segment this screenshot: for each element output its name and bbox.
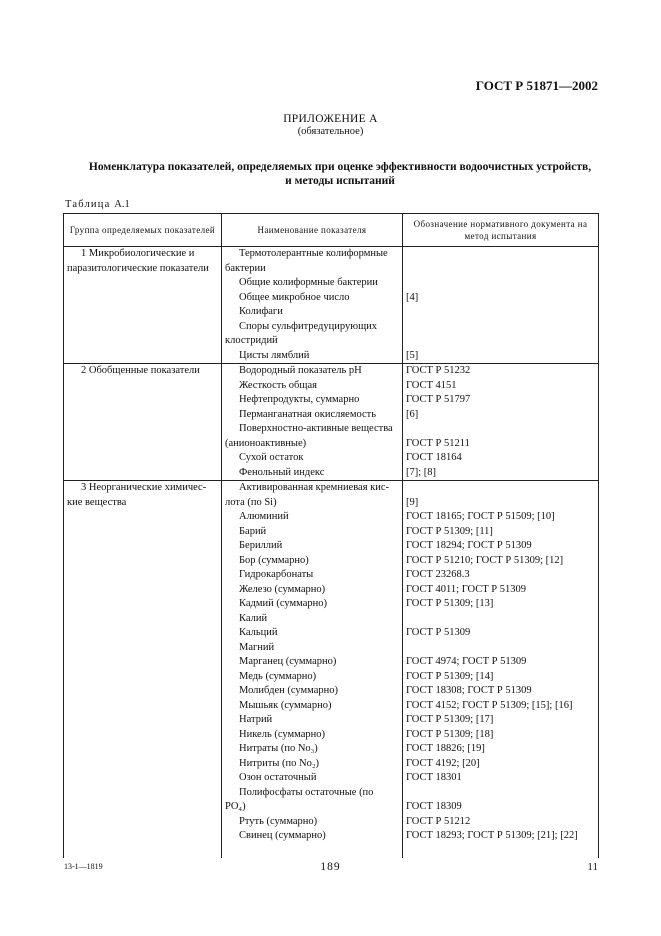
standard-reference bbox=[406, 262, 595, 277]
standard-reference: ГОСТ 18309 bbox=[406, 801, 462, 812]
indicator-name: Общее микробное число bbox=[239, 291, 350, 303]
standard-reference: ГОСТ Р 51309; [18] bbox=[406, 728, 494, 740]
standard-reference: ГОСТ 4151 bbox=[406, 379, 457, 391]
indicator-name: Магний bbox=[239, 641, 275, 653]
heading-line-2: и методы испытаний bbox=[285, 175, 395, 187]
indicators-table bbox=[63, 213, 599, 858]
footer-page-number: 189 bbox=[320, 861, 341, 873]
standard-reference: [4] bbox=[406, 291, 419, 303]
standard-reference: ГОСТ Р 51309 bbox=[406, 627, 471, 638]
indicator-name: Колифаги bbox=[239, 306, 283, 317]
indicator-cell bbox=[222, 247, 403, 364]
document-code: ГОСТ Р 51871—2002 bbox=[475, 78, 598, 93]
indicator-name: Гидрокарбонаты bbox=[239, 569, 314, 580]
section-heading bbox=[60, 160, 620, 188]
blank-line bbox=[406, 844, 595, 859]
standard-reference: ГОСТ Р 51210; ГОСТ Р 51309; [12] bbox=[406, 554, 564, 566]
standard-reference: ГОСТ 18164 bbox=[406, 452, 462, 463]
indicator-name: Термотолерантные колиформные bbox=[239, 248, 388, 259]
standard-reference: ГОСТ Р 51232 bbox=[406, 365, 471, 376]
indicator-name: Споры сульфитредуцирующих bbox=[239, 320, 378, 332]
standard-reference: ГОСТ 18293; ГОСТ Р 51309; [21]; [22] bbox=[406, 830, 578, 841]
table-header-row bbox=[64, 214, 599, 247]
indicator-name: клостридий bbox=[225, 335, 278, 346]
indicator-name: Ртуть (суммарно) bbox=[239, 815, 318, 827]
group-name-line: 1 Микробиологические и bbox=[81, 248, 195, 259]
indicator-name: Общие колиформные бактерии bbox=[239, 277, 378, 288]
indicator-name: Алюминий bbox=[239, 511, 289, 522]
indicator-name: Цисты лямблий bbox=[239, 349, 310, 361]
indicator-name: Бор (суммарно) bbox=[239, 554, 309, 566]
indicator-name: Нитраты (по No₃) bbox=[239, 743, 318, 754]
indicator-name: Молибден (суммарно) bbox=[239, 685, 338, 696]
standard-reference: ГОСТ Р 51309; [14] bbox=[406, 670, 494, 682]
standard-reference bbox=[406, 786, 595, 801]
footer-print-code: 13-1—1819 bbox=[64, 862, 103, 871]
standard-reference bbox=[406, 276, 595, 291]
table-body bbox=[64, 247, 599, 859]
standard-reference: [6] bbox=[406, 408, 419, 420]
indicator-name: Озон остаточный bbox=[239, 772, 317, 783]
indicator-name: Фенольный индекс bbox=[239, 466, 325, 478]
indicator-name: Нитриты (по No₂) bbox=[239, 757, 320, 769]
indicator-name: Мышьяк (суммарно) bbox=[239, 699, 332, 711]
indicator-name: PO₄) bbox=[225, 801, 246, 812]
indicator-name: Кальций bbox=[239, 627, 278, 638]
appendix-note: (обязательное) bbox=[297, 126, 364, 137]
indicator-name: Свинец (суммарно) bbox=[239, 830, 326, 841]
standard-reference: ГОСТ 18165; ГОСТ Р 51509; [10] bbox=[406, 511, 555, 522]
group-name-cell bbox=[64, 364, 222, 481]
indicator-name: Сухой остаток bbox=[239, 452, 304, 463]
indicator-name: Водородный показатель pH bbox=[239, 365, 362, 376]
group-name-cell bbox=[64, 481, 222, 859]
group-name-line: кие вещества bbox=[67, 496, 127, 508]
column-header-indicator: Наименование показателя bbox=[222, 214, 403, 247]
indicator-name: Полифосфаты остаточные (по bbox=[239, 786, 374, 798]
column-header-standard: Обозначение нормативного документа на метод испытания bbox=[403, 214, 599, 247]
table-caption-label: Таблица bbox=[65, 199, 111, 210]
standard-reference bbox=[406, 320, 595, 335]
standard-reference bbox=[406, 481, 595, 496]
indicator-name: Нефтепродукты, суммарно bbox=[239, 394, 360, 405]
indicator-name: Калий bbox=[239, 612, 268, 624]
heading-line-1: Номенклатура показателей, определяемых при оценке эффективности водоочистных устройств, bbox=[88, 161, 592, 173]
standard-reference bbox=[406, 334, 595, 349]
standard-reference: ГОСТ 18301 bbox=[406, 772, 462, 783]
standard-reference: [9] bbox=[406, 496, 419, 508]
standard-reference: ГОСТ Р 51797 bbox=[406, 394, 471, 405]
standard-reference bbox=[406, 422, 595, 437]
table-group-row bbox=[64, 481, 599, 859]
standard-cell bbox=[403, 364, 599, 481]
standard-reference bbox=[406, 305, 595, 320]
standard-reference: ГОСТ Р 51211 bbox=[406, 437, 470, 449]
standard-reference bbox=[406, 612, 595, 627]
table-group-row bbox=[64, 364, 599, 481]
indicator-name: Железо (суммарно) bbox=[239, 583, 326, 595]
indicator-name: Марганец (суммарно) bbox=[239, 656, 337, 667]
indicator-name: бактерии bbox=[225, 262, 266, 274]
indicator-name: Барий bbox=[239, 525, 267, 537]
standard-reference bbox=[406, 247, 595, 262]
indicator-name: Медь (суммарно) bbox=[239, 670, 317, 682]
column-header-group: Группа определяемых показателей bbox=[64, 214, 222, 247]
standard-reference: ГОСТ 23268.3 bbox=[406, 569, 470, 580]
indicator-name: лота (по Si) bbox=[225, 496, 277, 508]
group-name-line: 2 Обобщенные показатели bbox=[81, 365, 200, 376]
group-name-cell bbox=[64, 247, 222, 364]
standard-reference: ГОСТ Р 51212 bbox=[406, 815, 471, 827]
standard-reference: [5] bbox=[406, 349, 419, 361]
indicator-name: Жесткость общая bbox=[239, 379, 317, 391]
standard-reference: ГОСТ Р 51309; [17] bbox=[406, 714, 494, 725]
indicator-name: Перманганатная окисляемость bbox=[239, 408, 377, 420]
standard-reference: ГОСТ 18826; [19] bbox=[406, 743, 485, 754]
group-name-line: 3 Неорганические химичес- bbox=[81, 482, 207, 493]
indicator-name: Поверхностно-активные вещества bbox=[239, 423, 393, 434]
indicator-cell bbox=[222, 364, 403, 481]
standard-cell bbox=[403, 481, 599, 859]
indicator-name: Бериллий bbox=[239, 540, 283, 551]
group-name-line: паразитологические показатели bbox=[67, 262, 209, 274]
standard-reference: ГОСТ Р 51309; [11] bbox=[406, 525, 493, 537]
indicator-name: Натрий bbox=[239, 714, 273, 725]
indicator-name: Активированная кремниевая кис- bbox=[239, 482, 390, 493]
indicator-name: Никель (суммарно) bbox=[239, 728, 325, 740]
table-caption bbox=[65, 199, 130, 210]
standard-reference: ГОСТ 4192; [20] bbox=[406, 757, 480, 769]
indicator-name: (анионоактивные) bbox=[225, 437, 307, 449]
standard-reference: ГОСТ 4152; ГОСТ Р 51309; [15]; [16] bbox=[406, 699, 573, 711]
standard-reference: ГОСТ 18294; ГОСТ Р 51309 bbox=[406, 540, 532, 551]
table-group-row bbox=[64, 247, 599, 364]
standard-reference bbox=[406, 641, 595, 656]
footer-sheet-number: 11 bbox=[587, 861, 598, 873]
blank-line bbox=[225, 844, 399, 859]
standard-reference: [7]; [8] bbox=[406, 466, 437, 478]
appendix-title: ПРИЛОЖЕНИЕ А bbox=[283, 113, 378, 125]
standard-reference: ГОСТ 18308; ГОСТ Р 51309 bbox=[406, 685, 532, 696]
standard-reference: ГОСТ Р 51309; [13] bbox=[406, 598, 494, 609]
standard-cell bbox=[403, 247, 599, 364]
indicator-cell bbox=[222, 481, 403, 859]
table-number: А.1 bbox=[114, 199, 130, 210]
indicator-name: Кадмий (суммарно) bbox=[239, 598, 327, 609]
standard-reference: ГОСТ 4011; ГОСТ Р 51309 bbox=[406, 583, 526, 595]
standard-reference: ГОСТ 4974; ГОСТ Р 51309 bbox=[406, 656, 527, 667]
